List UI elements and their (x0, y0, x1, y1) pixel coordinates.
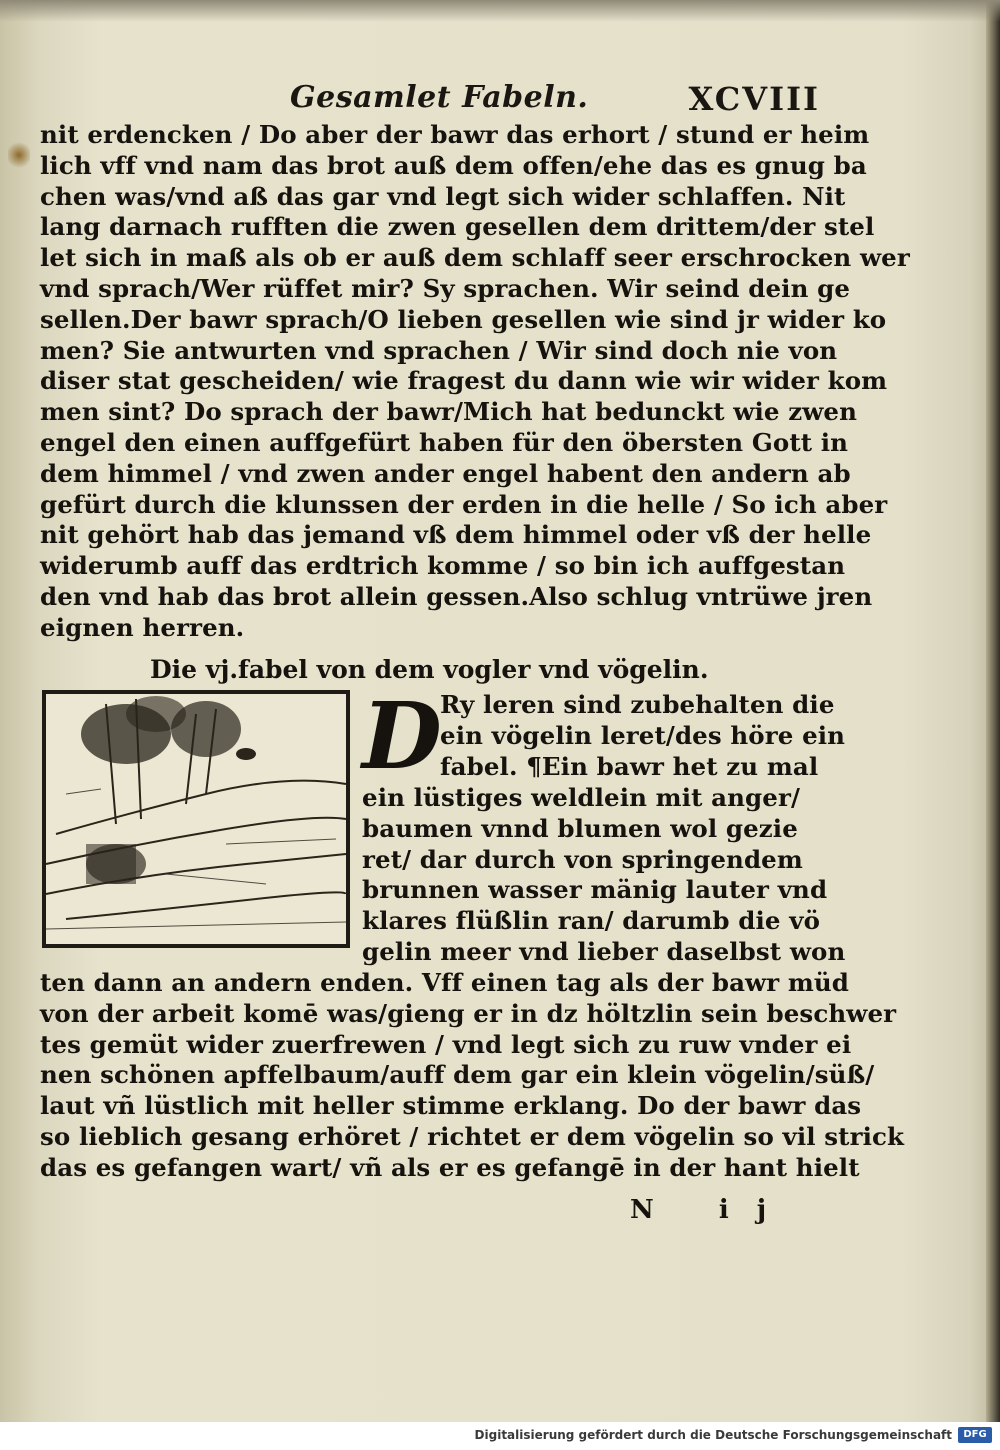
text-line: men? Sie antwurten vnd sprachen / Wir sind doch nie von (40, 335, 838, 365)
folio-number: XCVIII (688, 80, 820, 118)
woodcut-drawing (46, 694, 346, 944)
signature-mark: N ij (630, 1195, 795, 1225)
text-line: fabel. ¶Ein bawr het zu mal (440, 751, 819, 781)
text-line: widerumb auff das erdtrich komme / so bin ich auffgestan (40, 551, 846, 581)
woodcut-illustration (42, 690, 350, 948)
footer-bar (0, 1422, 1000, 1450)
text-line: chen was/vnd aß das gar vnd legt sich wider schlaffen. Nit (40, 181, 846, 211)
text-block-bottom (40, 968, 905, 1184)
text-line: baumen vnnd blumen wol gezie (362, 813, 798, 843)
funding-notice: Digitalisierung gefördert durch die Deutsche Forschungsgemeinschaft (474, 1428, 952, 1442)
paper-stain (8, 140, 30, 170)
text-line: das es gefangen wart/ vñ als er es gefangē in der hant hielt (40, 1152, 860, 1182)
text-line: ret/ dar durch von springendem (362, 844, 803, 874)
text-line: diser stat gescheiden/ wie fragest du dann wie wir wider kom (40, 366, 888, 396)
text-line: so lieblich gesang erhöret / richtet er dem vögelin so vil strick (40, 1121, 905, 1151)
text-line: men sint? Do sprach der bawr/Mich hat bedunckt wie zwen (40, 397, 858, 427)
text-line: ten dann an andern enden. Vff einen tag als der bawr müd (40, 968, 850, 997)
page-header (290, 80, 820, 124)
running-title: Gesamlet Fabeln. (290, 80, 589, 115)
text-line: lang darnach rufften die zwen gesellen dem drittem/der stel (40, 212, 875, 242)
text-line: engel den einen auffgefürt haben für den öbersten Gott in (40, 427, 849, 457)
text-line: tes gemüt wider zuerfrewen / vnd legt sich zu ruw vnder ei (40, 1029, 852, 1059)
text-line: nen schönen apffelbaum/auff dem gar ein klein vögelin/süß/ (40, 1060, 875, 1090)
text-block-beside-woodcut (362, 783, 846, 968)
text-line: Ry leren sind zubehalten die (440, 690, 835, 719)
text-line: laut vñ lüstlich mit heller stimme erklang. Do der bawr das (40, 1091, 862, 1121)
text-block-top (40, 120, 910, 644)
text-line: eignen herren. (40, 612, 245, 642)
text-line: klares flüßlin ran/ darumb die vö (362, 906, 821, 936)
text-line: dem himmel / vnd zwen ander engel habent den andern ab (40, 458, 851, 488)
text-line: von der arbeit komē was/gieng er in dz höltzlin sein beschwer (40, 998, 897, 1028)
dfg-logo: DFG (958, 1427, 992, 1443)
text-line: sellen.Der bawr sprach/O lieben gesellen wie sind jr wider ko (40, 304, 887, 334)
text-line: ein lüstiges weldlein mit anger/ (362, 783, 801, 812)
text-line: let sich in maß als ob er auß dem schlaff seer erschrocken wer (40, 243, 910, 273)
text-line: lich vff vnd nam das brot auß dem offen/ehe das es gnug ba (40, 150, 867, 180)
text-line: gelin meer vnd lieber daselbst won (362, 936, 846, 966)
text-line: brunnen wasser mänig lauter vnd (362, 875, 828, 905)
text-line: nit gehört hab das jemand vß dem himmel oder vß der helle (40, 520, 872, 550)
drop-cap-initial: D (362, 682, 442, 790)
text-line: ein vögelin leret/des höre ein (440, 720, 846, 750)
text-block-beside-initial (440, 690, 846, 782)
text-line: den vnd hab das brot allein gessen.Also schlug vntrüwe jren (40, 581, 873, 611)
fable-title: Die vj.fabel von dem vogler vnd vögelin. (150, 655, 709, 684)
text-line: nit erdencken / Do aber der bawr das erhort / stund er heim (40, 120, 870, 149)
text-line: vnd sprach/Wer rüffet mir? Sy sprachen. Wir seind dein ge (40, 273, 851, 303)
text-line: gefürt durch die klunssen der erden in die helle / So ich aber (40, 489, 888, 519)
